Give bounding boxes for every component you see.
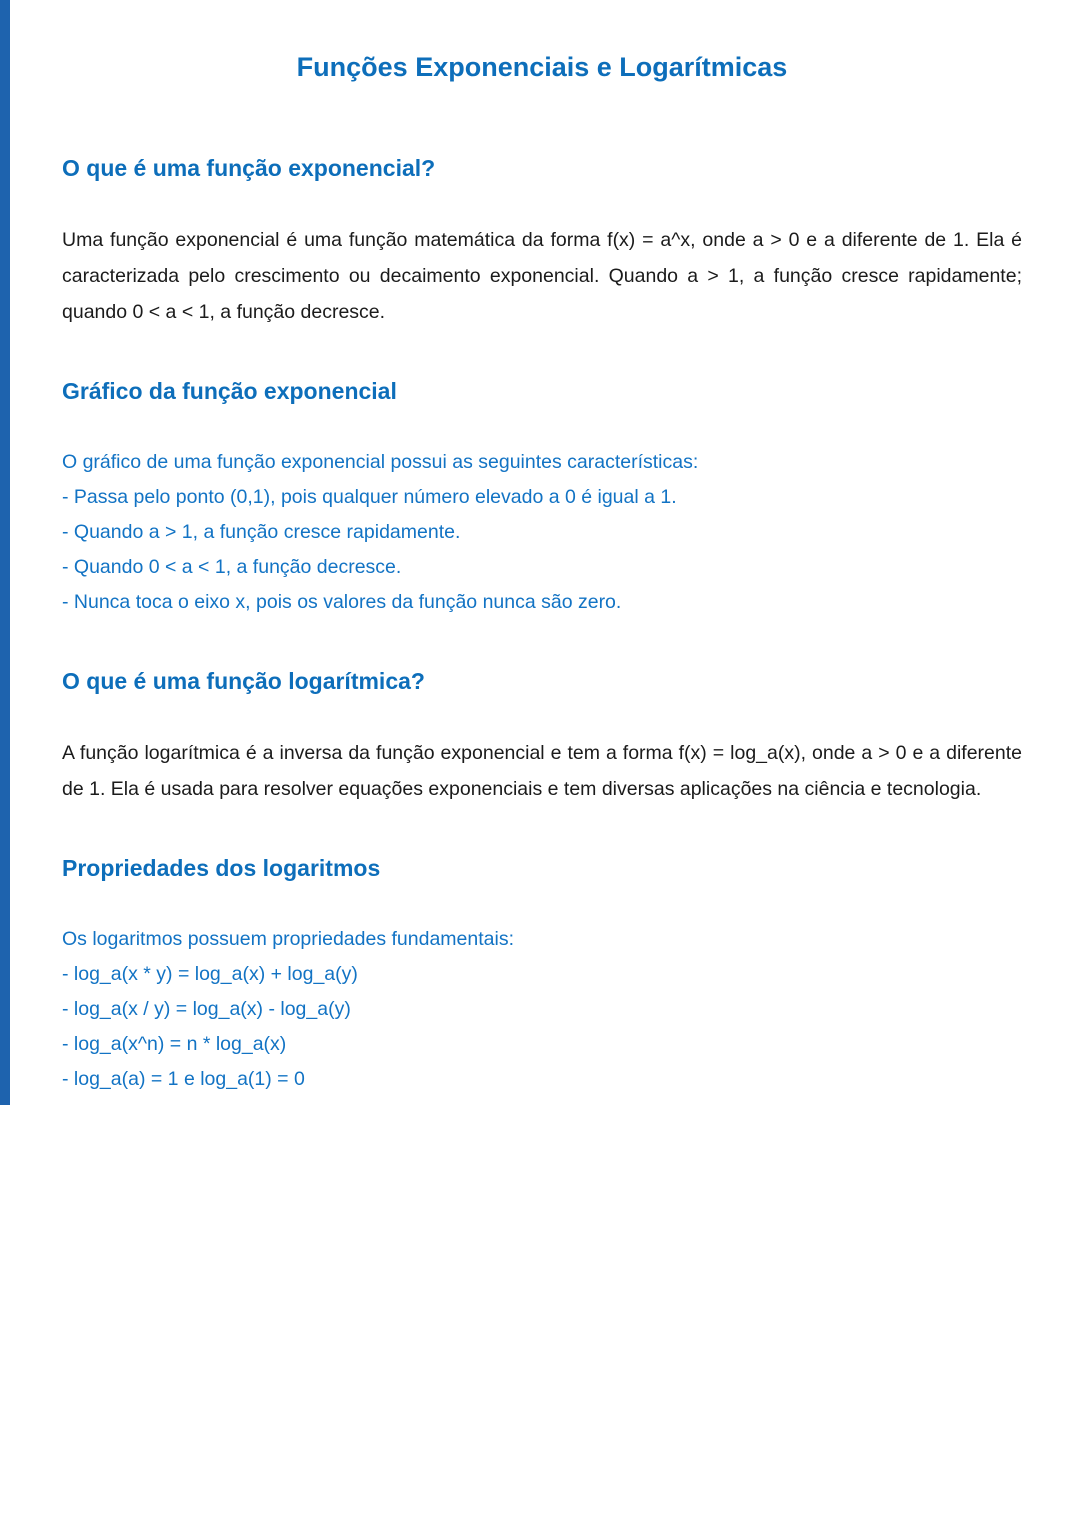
list-line: - Nunca toca o eixo x, pois os valores da função nunca são zero. [62,591,622,613]
section-heading-properties: Propriedades dos logaritmos [62,855,381,881]
left-accent-bar [0,0,10,1105]
body-paragraph-logarithmic: A função logarítmica é a inversa da função exponencial e tem a forma f(x) = log_a(x), onde a > 0 e a diferente de 1. Ela é usada para resolver equações exponenciais e tem diversas aplicações na ciência e tecnologia. [62,742,1022,800]
list-line: - Quando a > 1, a função cresce rapidamente. [62,521,461,543]
list-line: - Quando 0 < a < 1, a função decresce. [62,556,402,578]
section-logarithmic-definition [62,668,1022,807]
list-line: - Passa pelo ponto (0,1), pois qualquer número elevado a 0 é igual a 1. [62,486,677,508]
section-heading-logarithmic: O que é uma função logarítmica? [62,668,425,694]
list-line: - log_a(a) = 1 e log_a(1) = 0 [62,1068,305,1090]
section-heading-exponential: O que é uma função exponencial? [62,155,436,181]
section-log-properties [62,855,1022,1097]
section-exponential-definition [62,155,1022,330]
list-line: - log_a(x / y) = log_a(x) - log_a(y) [62,998,351,1020]
list-intro-properties: Os logaritmos possuem propriedades fundamentais: [62,928,514,950]
section-heading-graph: Gráfico da função exponencial [62,378,397,404]
section-exponential-graph [62,378,1022,620]
list-intro-graph: O gráfico de uma função exponencial possui as seguintes características: [62,451,699,473]
list-line: - log_a(x * y) = log_a(x) + log_a(y) [62,963,358,985]
list-line: - log_a(x^n) = n * log_a(x) [62,1033,287,1055]
body-paragraph-exponential: Uma função exponencial é uma função matemática da forma f(x) = a^x, onde a > 0 e a diferente de 1. Ela é caracterizada pelo crescimento ou decaimento exponencial. Quando a > 1, a função cresce rapidamente; quando 0 < a < 1, a função decresce. [62,229,1022,323]
doc-title: Funções Exponenciais e Logarítmicas [296,52,788,82]
